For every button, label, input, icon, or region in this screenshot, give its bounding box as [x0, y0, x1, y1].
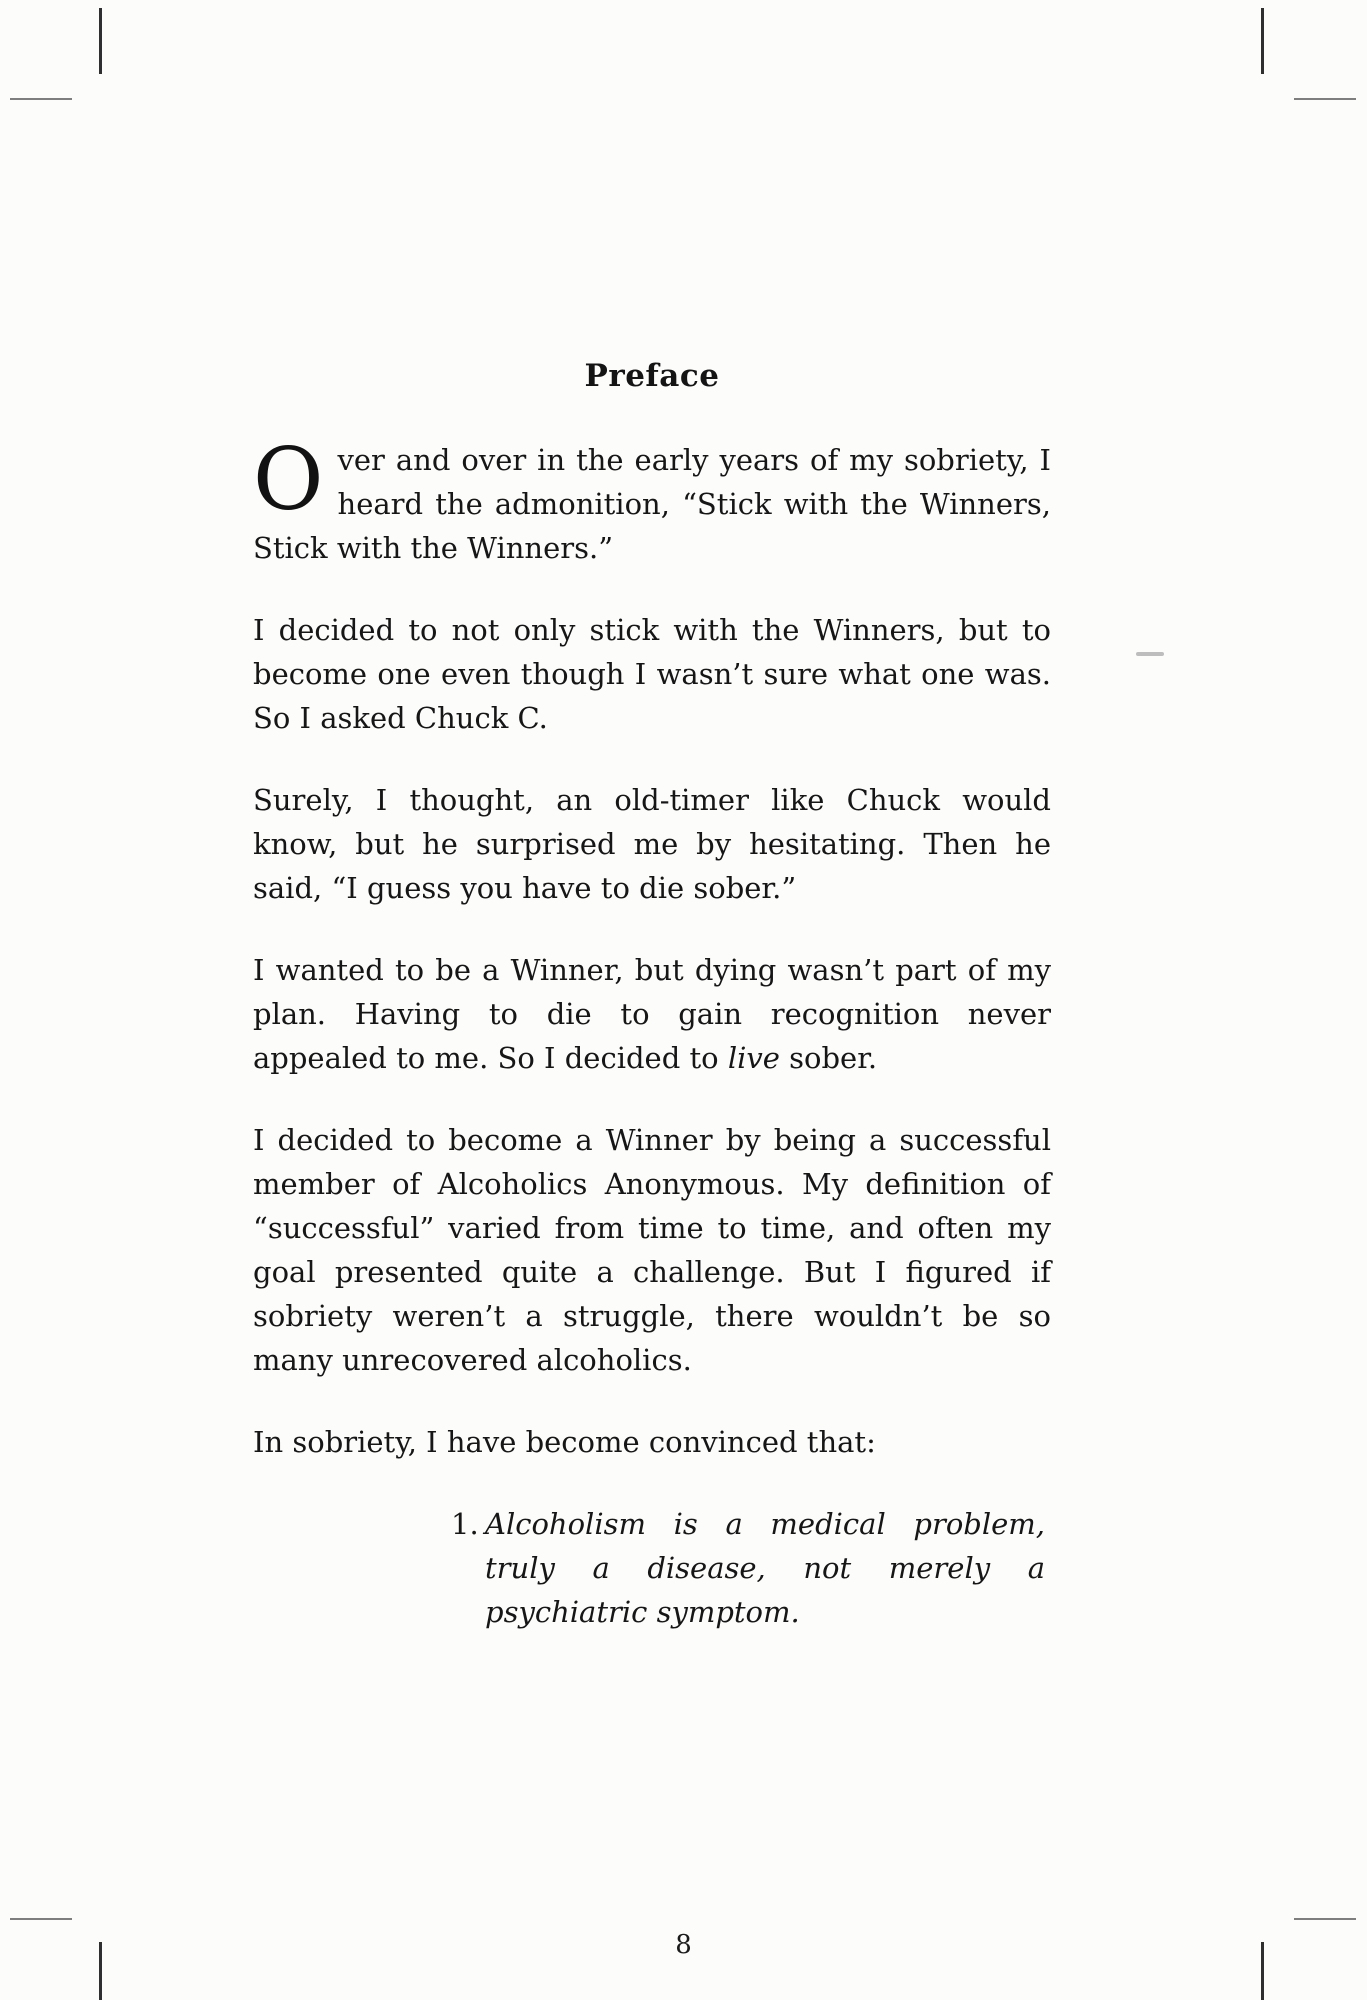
paragraph-3-text: Surely, I thought, an old-timer like Chuck would know, but he surprised me by hesitating. Then he said, “I guess you have to die sober.” [253, 783, 1051, 905]
text-block [253, 358, 1051, 1634]
crop-mark-top-left-vertical [99, 8, 102, 74]
scan-artifact [1136, 652, 1164, 656]
paragraph-5 [253, 1118, 1051, 1382]
crop-mark-top-left-horizontal [10, 98, 72, 100]
page-title: Preface [584, 358, 720, 394]
paragraph-1 [253, 430, 1051, 570]
dropcap-letter: O [253, 430, 324, 530]
page-number: 8 [675, 1930, 692, 1960]
crop-mark-top-right-horizontal [1294, 98, 1356, 100]
paragraph-4 [253, 948, 1051, 1080]
paragraph-5-text: I decided to become a Winner by being a successful member of Alcoholics Anonymous. My definition of “successful” varied from time to time, and often my goal presented quite a challenge. But I figured if sobriety weren’t a struggle, there wouldn’t be so many unrecovered alcoholics. [253, 1123, 1051, 1377]
list-item-number: 1. [451, 1507, 479, 1541]
paragraph-2-text: I decided to not only stick with the Winners, but to become one even though I wasn’t sure what one was. So I asked Chuck C. [253, 613, 1051, 735]
numbered-list-item [451, 1502, 1051, 1634]
list-item-text: Alcoholism is a medical problem, truly a disease, not merely a psychiatric symptom. [485, 1507, 1045, 1629]
paragraph-4-text-before: I wanted to be a Winner, but dying wasn’t part of my plan. Having to die to gain recognition never appealed to me. So I decided to [253, 953, 1051, 1075]
paragraph-6 [253, 1420, 1051, 1464]
crop-mark-bottom-right-horizontal [1294, 1918, 1356, 1920]
crop-mark-top-right-vertical [1261, 8, 1264, 74]
paragraph-2 [253, 608, 1051, 740]
paragraph-1-text: ver and over in the early years of my sobriety, I heard the admonition, “Stick with the Winners, Stick with the Winners.” [253, 443, 1051, 565]
paragraph-6-text: In sobriety, I have become convinced that: [253, 1425, 876, 1459]
paragraph-4-text-after: sober. [779, 1041, 878, 1075]
crop-mark-bottom-left-horizontal [10, 1918, 72, 1920]
paragraph-3 [253, 778, 1051, 910]
paragraph-4-italic-word: live [727, 1041, 780, 1075]
